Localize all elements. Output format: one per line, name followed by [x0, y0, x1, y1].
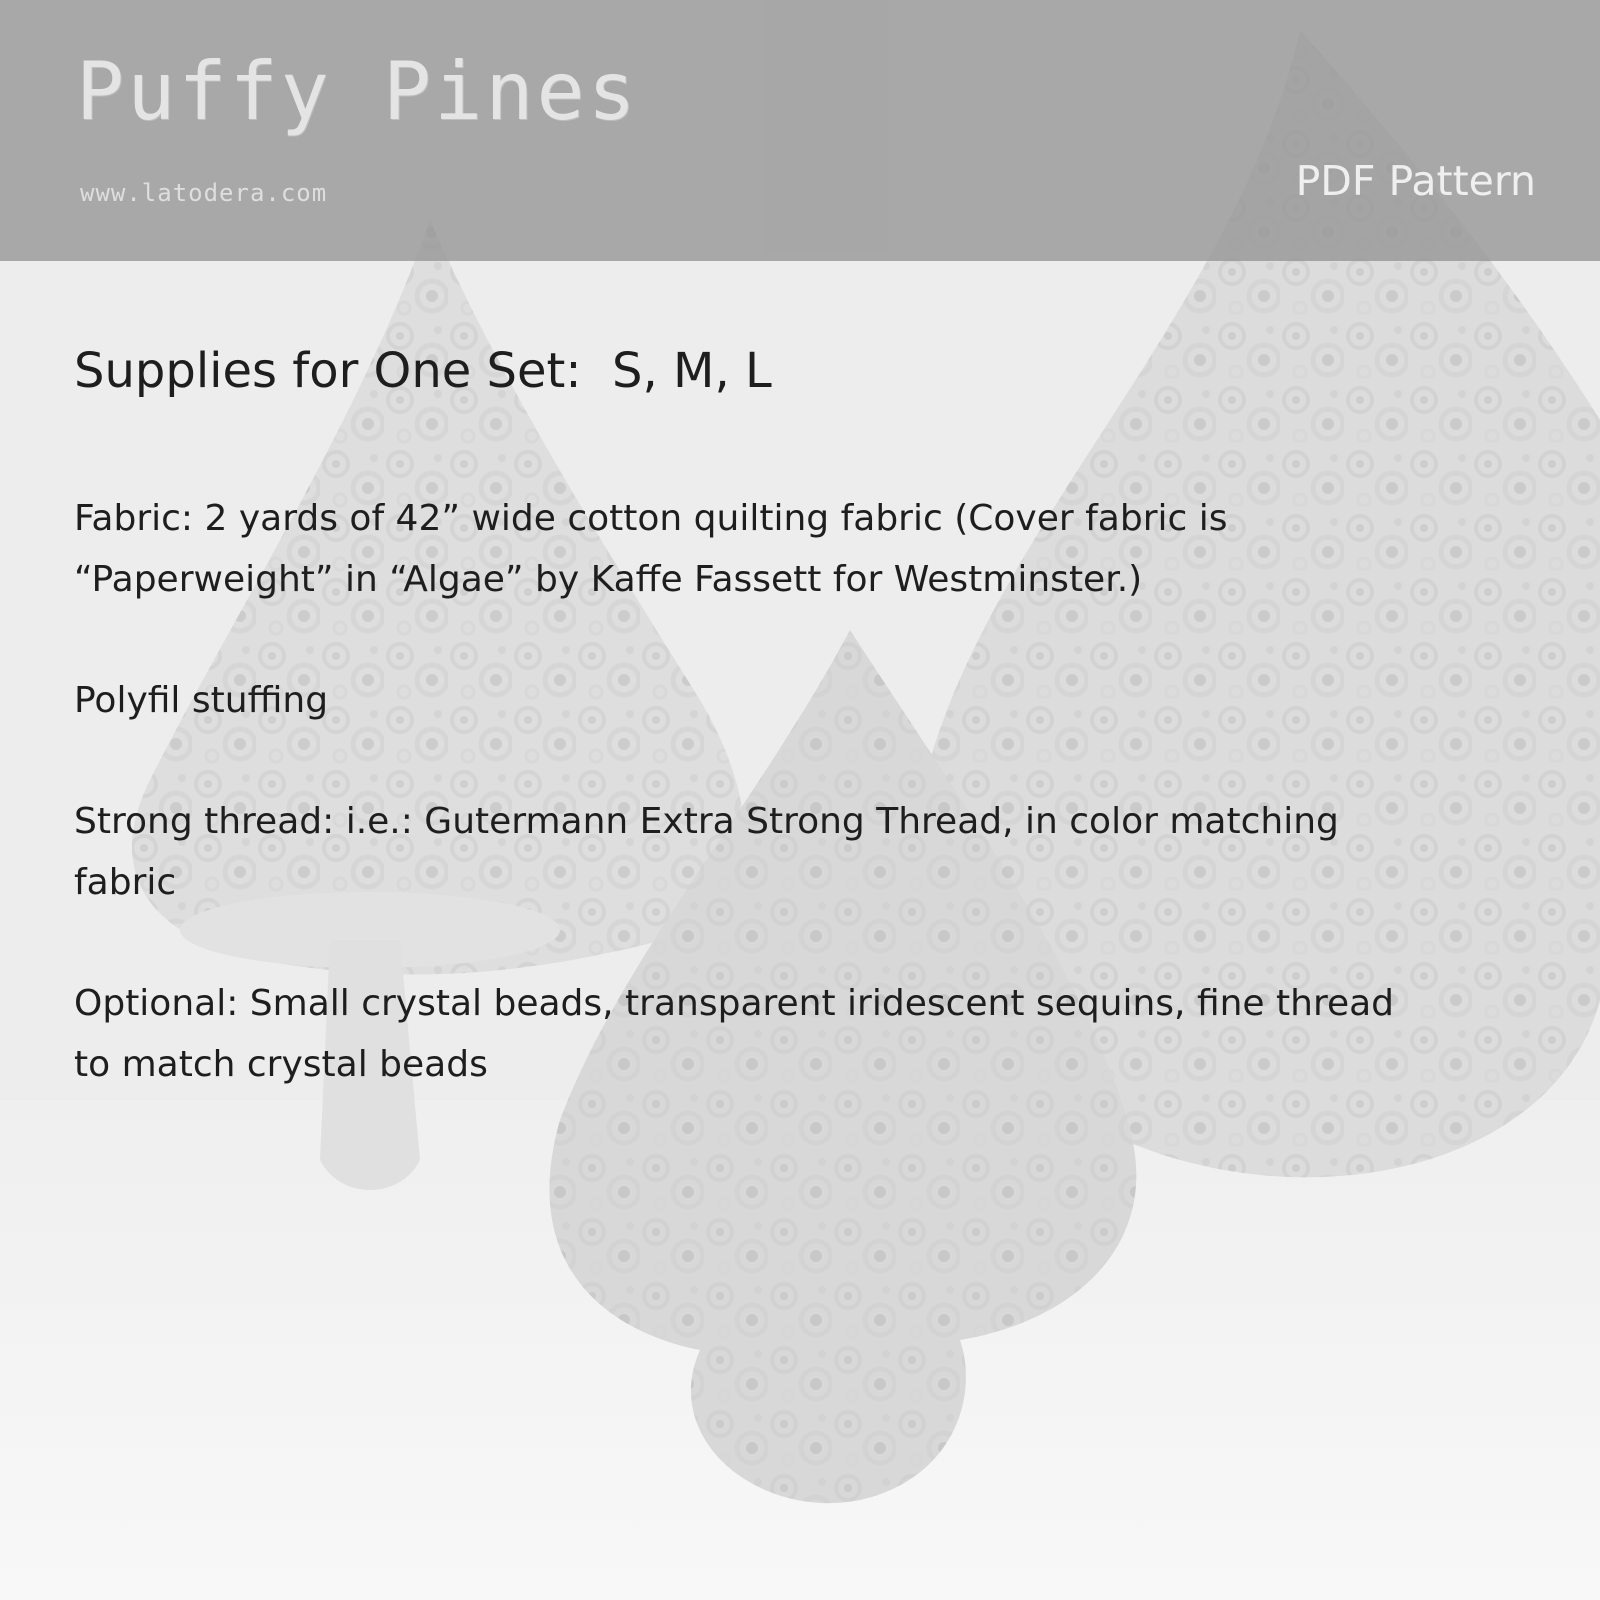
header-band [0, 0, 1600, 261]
supplies-heading: Supplies for One Set: S, M, L [74, 343, 772, 399]
supply-item-thread [74, 791, 1514, 913]
supply-line: Optional: Small crystal beads, transparent iridescent sequins, fine thread [74, 983, 1395, 1024]
supply-line: Strong thread: i.e.: Gutermann Extra Strong Thread, in color matching [74, 801, 1339, 842]
supply-item-stuffing [74, 670, 1514, 731]
supply-line: fabric [74, 862, 177, 903]
pattern-title: Puffy Pines [76, 45, 639, 138]
supply-item-optional [74, 973, 1514, 1095]
supply-line: Fabric: 2 yards of 42” wide cotton quilting fabric (Cover fabric is [74, 498, 1228, 539]
supply-line: “Paperweight” in “Algae” by Kaffe Fassett for Westminster.) [74, 559, 1143, 600]
website-url: www.latodera.com [80, 179, 328, 207]
document-type-label: PDF Pattern [1295, 157, 1536, 205]
supply-line: Polyfil stuffing [74, 680, 329, 721]
supply-item-fabric [74, 488, 1514, 610]
supply-line: to match crystal beads [74, 1044, 488, 1085]
supplies-section [0, 261, 1600, 1600]
